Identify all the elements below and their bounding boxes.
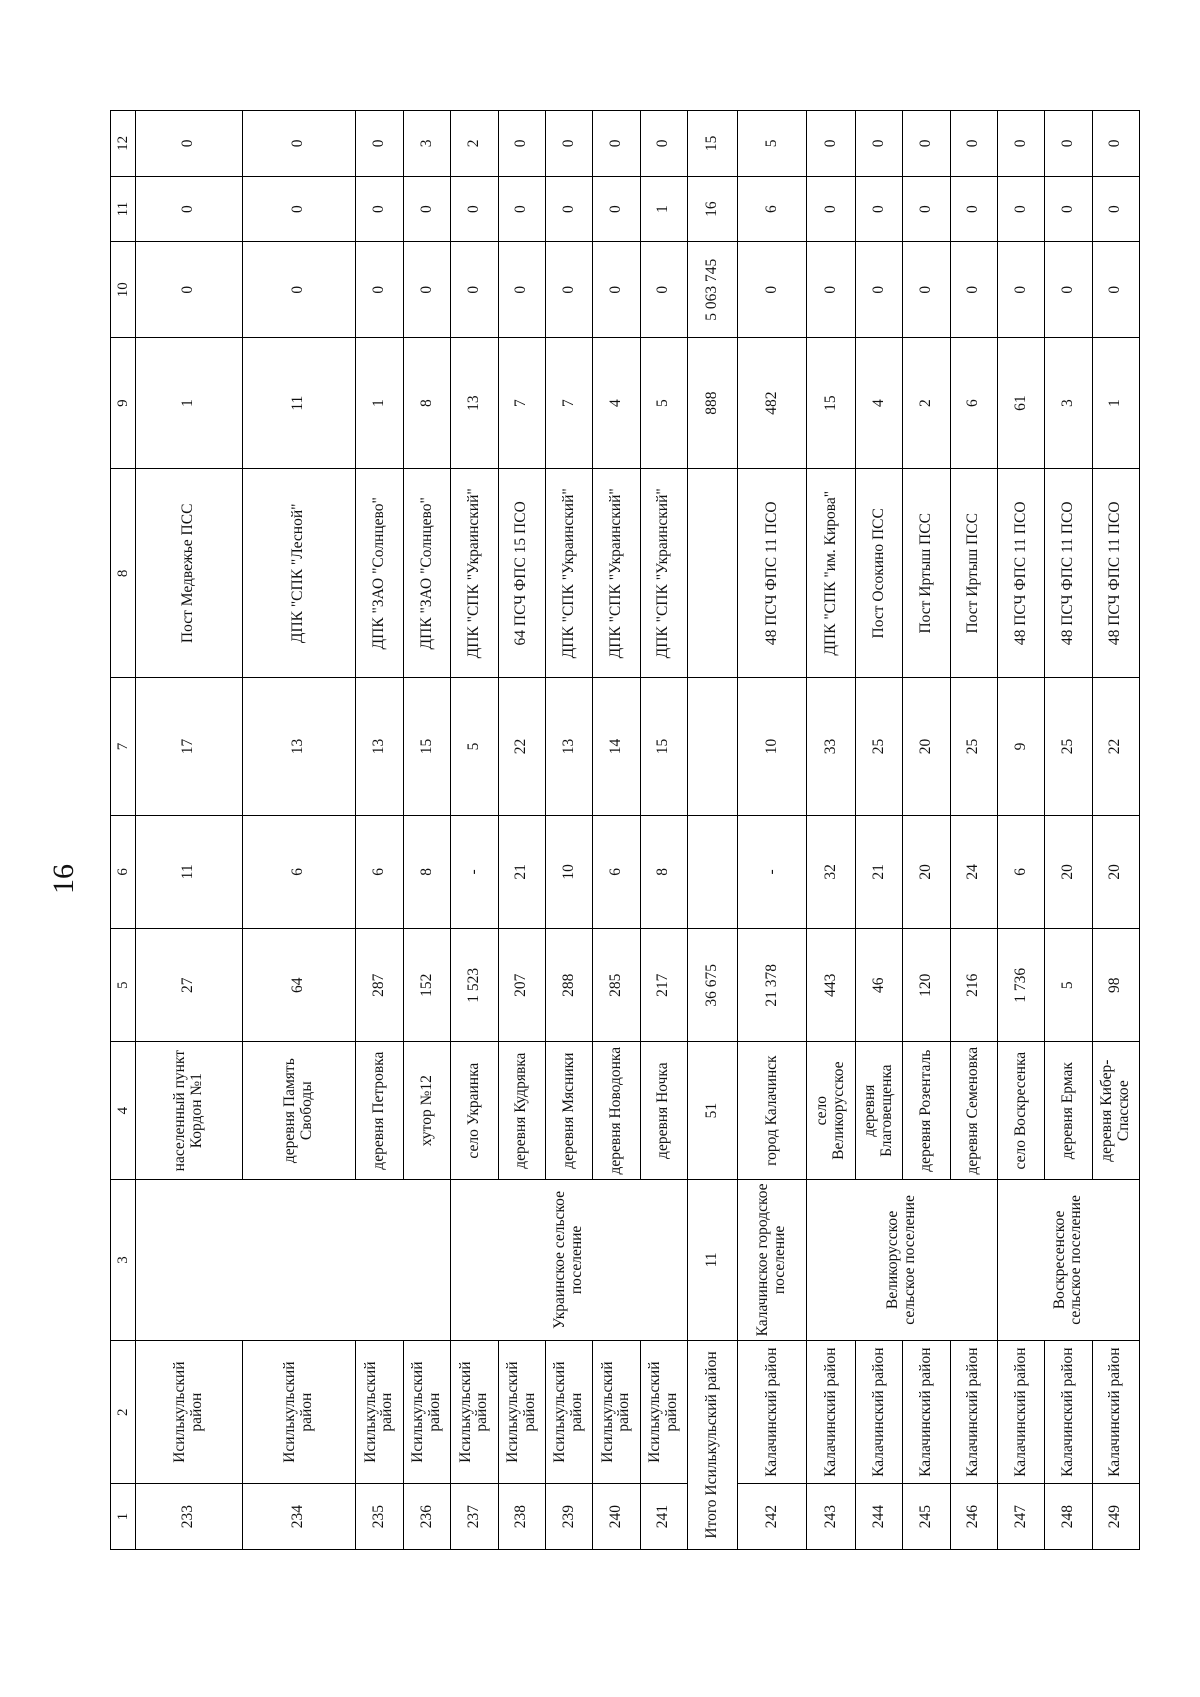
col12-cell: 0 <box>242 111 355 177</box>
settlement-cell: населенный пункт Кордон №1 <box>135 1042 242 1179</box>
row-number: 234 <box>242 1484 355 1550</box>
unit-cell: 48 ПСЧ ФПС 11 ПСО <box>1092 469 1139 678</box>
col10-cell: 0 <box>640 242 687 338</box>
col12-cell: 2 <box>451 111 498 177</box>
district-cell: Калачинский район <box>1045 1341 1092 1484</box>
population-cell: 1 523 <box>451 929 498 1042</box>
district-cell: Исилькульский район <box>242 1341 355 1484</box>
col10-cell: 0 <box>242 242 355 338</box>
col11-cell: 0 <box>807 176 855 242</box>
col11-cell: 0 <box>498 176 545 242</box>
col12-cell: 0 <box>807 111 855 177</box>
col10-cell: 0 <box>737 242 807 338</box>
unit-cell: 48 ПСЧ ФПС 11 ПСО <box>997 469 1044 678</box>
total-col4: 51 <box>687 1042 737 1179</box>
unit-cell: ДПК "ЗАО "Солнцево" <box>355 469 403 678</box>
col7-cell: 25 <box>950 678 997 815</box>
row-number: 246 <box>950 1484 997 1550</box>
population-cell: 285 <box>593 929 640 1042</box>
col11-cell: 0 <box>355 176 403 242</box>
table-row <box>807 111 855 1550</box>
col12-cell: 0 <box>855 111 902 177</box>
row-number: 242 <box>737 1484 807 1550</box>
municipality-cell: Воскресенское сельское поселение <box>997 1179 1139 1340</box>
district-cell: Исилькульский район <box>498 1341 545 1484</box>
settlement-cell: село Великорусское <box>807 1042 855 1179</box>
unit-cell: ДПК "СПК "Украинский" <box>545 469 592 678</box>
col9-cell: 7 <box>545 337 592 468</box>
col10-cell: 0 <box>997 242 1044 338</box>
col7-cell: 13 <box>242 678 355 815</box>
unit-cell: ДПК "СПК "Украинский" <box>451 469 498 678</box>
population-cell: 98 <box>1092 929 1139 1042</box>
settlement-cell: город Калачинск <box>737 1042 807 1179</box>
col11-cell: 0 <box>1045 176 1092 242</box>
district-cell: Калачинский район <box>903 1341 950 1484</box>
col9-cell: 1 <box>1092 337 1139 468</box>
district-cell: Калачинский район <box>807 1341 855 1484</box>
col7-cell: 13 <box>355 678 403 815</box>
col11-cell: 0 <box>135 176 242 242</box>
column-number-row <box>111 111 136 1550</box>
col7-cell: 17 <box>135 678 242 815</box>
settlement-cell: село Украинка <box>451 1042 498 1179</box>
unit-cell: Пост Осокино ПСС <box>855 469 902 678</box>
col12-cell: 0 <box>903 111 950 177</box>
col11-cell: 0 <box>242 176 355 242</box>
row-number: 244 <box>855 1484 902 1550</box>
row-number: 236 <box>404 1484 451 1550</box>
col6-cell: 10 <box>545 815 592 928</box>
col12-cell: 0 <box>135 111 242 177</box>
district-cell: Исилькульский район <box>593 1341 640 1484</box>
settlement-cell: деревня Кудрявка <box>498 1042 545 1179</box>
row-number: 239 <box>545 1484 592 1550</box>
col6-cell: 6 <box>593 815 640 928</box>
row-number: 235 <box>355 1484 403 1550</box>
col12-cell: 0 <box>1045 111 1092 177</box>
unit-cell: 48 ПСЧ ФПС 11 ПСО <box>737 469 807 678</box>
row-number: 243 <box>807 1484 855 1550</box>
header-cell: 1 <box>111 1484 136 1550</box>
page-number: 16 <box>47 864 80 894</box>
col12-cell: 5 <box>737 111 807 177</box>
municipality-cell: Украинское сельское поселение <box>451 1179 688 1340</box>
col10-cell: 0 <box>451 242 498 338</box>
col6-cell: 20 <box>1045 815 1092 928</box>
municipality-cell <box>135 1179 451 1340</box>
col6-cell: 20 <box>1092 815 1139 928</box>
district-cell: Исилькульский район <box>135 1341 242 1484</box>
col9-cell: 11 <box>242 337 355 468</box>
col6-cell: - <box>737 815 807 928</box>
row-number: 247 <box>997 1484 1044 1550</box>
col7-cell: 9 <box>997 678 1044 815</box>
population-cell: 46 <box>855 929 902 1042</box>
col9-cell: 1 <box>135 337 242 468</box>
unit-cell: ДПК "СПК "Украинский" <box>640 469 687 678</box>
header-cell: 7 <box>111 678 136 815</box>
col11-cell: 0 <box>545 176 592 242</box>
col7-cell: 15 <box>640 678 687 815</box>
row-number: 248 <box>1045 1484 1092 1550</box>
municipality-cell: Великорусское сельское поселение <box>807 1179 997 1340</box>
settlement-cell: деревня Благовещенка <box>855 1042 902 1179</box>
population-cell: 443 <box>807 929 855 1042</box>
total-col6 <box>687 815 737 928</box>
district-cell: Исилькульский район <box>545 1341 592 1484</box>
col10-cell: 0 <box>950 242 997 338</box>
row-number: 238 <box>498 1484 545 1550</box>
total-col8 <box>687 469 737 678</box>
header-cell: 9 <box>111 337 136 468</box>
total-col9: 888 <box>687 337 737 468</box>
col10-cell: 0 <box>404 242 451 338</box>
settlement-cell: деревня Семеновка <box>950 1042 997 1179</box>
col10-cell: 0 <box>135 242 242 338</box>
settlement-cell: деревня Новодонка <box>593 1042 640 1179</box>
col6-cell: 6 <box>355 815 403 928</box>
col9-cell: 8 <box>404 337 451 468</box>
col10-cell: 0 <box>498 242 545 338</box>
settlement-cell: деревня Петровка <box>355 1042 403 1179</box>
district-cell: Исилькульский район <box>640 1341 687 1484</box>
total-label: Итого Исилькульский район <box>687 1341 737 1550</box>
col10-cell: 0 <box>1045 242 1092 338</box>
header-cell: 6 <box>111 815 136 928</box>
col7-cell: 20 <box>903 678 950 815</box>
district-cell: Исилькульский район <box>451 1341 498 1484</box>
unit-cell: ДПК "СПК "Лесной" <box>242 469 355 678</box>
col10-cell: 0 <box>545 242 592 338</box>
col12-cell: 0 <box>355 111 403 177</box>
settlement-cell: деревня Ермак <box>1045 1042 1092 1179</box>
col9-cell: 61 <box>997 337 1044 468</box>
row-number: 245 <box>903 1484 950 1550</box>
col11-cell: 0 <box>950 176 997 242</box>
col6-cell: 21 <box>855 815 902 928</box>
population-cell: 21 378 <box>737 929 807 1042</box>
unit-cell: ДПК "СПК "им. Кирова" <box>807 469 855 678</box>
unit-cell: ДПК "СПК "Украинский" <box>593 469 640 678</box>
col7-cell: 5 <box>451 678 498 815</box>
header-cell: 8 <box>111 469 136 678</box>
row-number: 233 <box>135 1484 242 1550</box>
total-col12: 15 <box>687 111 737 177</box>
col6-cell: 11 <box>135 815 242 928</box>
header-cell: 12 <box>111 111 136 177</box>
col11-cell: 0 <box>997 176 1044 242</box>
col12-cell: 0 <box>997 111 1044 177</box>
col11-cell: 0 <box>451 176 498 242</box>
header-cell: 2 <box>111 1341 136 1484</box>
row-number: 241 <box>640 1484 687 1550</box>
population-cell: 288 <box>545 929 592 1042</box>
total-col10: 5 063 745 <box>687 242 737 338</box>
col10-cell: 0 <box>1092 242 1139 338</box>
table-wrapper <box>110 110 1140 1550</box>
col10-cell: 0 <box>807 242 855 338</box>
header-cell: 10 <box>111 242 136 338</box>
col9-cell: 13 <box>451 337 498 468</box>
unit-cell: Пост Иртыш ПСС <box>950 469 997 678</box>
col10-cell: 0 <box>903 242 950 338</box>
col11-cell: 0 <box>903 176 950 242</box>
col10-cell: 0 <box>593 242 640 338</box>
col6-cell: 20 <box>903 815 950 928</box>
col7-cell: 15 <box>404 678 451 815</box>
col11-cell: 0 <box>1092 176 1139 242</box>
col6-cell: 6 <box>242 815 355 928</box>
population-cell: 216 <box>950 929 997 1042</box>
unit-cell: 64 ПСЧ ФПС 15 ПСО <box>498 469 545 678</box>
table-row <box>451 111 498 1550</box>
population-cell: 120 <box>903 929 950 1042</box>
col12-cell: 0 <box>1092 111 1139 177</box>
population-cell: 207 <box>498 929 545 1042</box>
settlement-cell: деревня Память Свободы <box>242 1042 355 1179</box>
col7-cell: 22 <box>1092 678 1139 815</box>
population-cell: 5 <box>1045 929 1092 1042</box>
col7-cell: 22 <box>498 678 545 815</box>
col11-cell: 6 <box>737 176 807 242</box>
col9-cell: 5 <box>640 337 687 468</box>
district-cell: Калачинский район <box>855 1341 902 1484</box>
col7-cell: 13 <box>545 678 592 815</box>
row-number: 249 <box>1092 1484 1139 1550</box>
row-number: 240 <box>593 1484 640 1550</box>
col7-cell: 25 <box>855 678 902 815</box>
col6-cell: 8 <box>640 815 687 928</box>
settlement-cell: село Воскресенка <box>997 1042 1044 1179</box>
col9-cell: 1 <box>355 337 403 468</box>
total-population: 36 675 <box>687 929 737 1042</box>
settlement-cell: деревня Ночка <box>640 1042 687 1179</box>
col12-cell: 3 <box>404 111 451 177</box>
col6-cell: - <box>451 815 498 928</box>
header-cell: 5 <box>111 929 136 1042</box>
population-cell: 152 <box>404 929 451 1042</box>
col11-cell: 0 <box>855 176 902 242</box>
col9-cell: 15 <box>807 337 855 468</box>
col9-cell: 4 <box>593 337 640 468</box>
district-cell: Калачинский район <box>737 1341 807 1484</box>
district-cell: Калачинский район <box>997 1341 1044 1484</box>
unit-cell: 48 ПСЧ ФПС 11 ПСО <box>1045 469 1092 678</box>
col11-cell: 0 <box>404 176 451 242</box>
col9-cell: 2 <box>903 337 950 468</box>
col6-cell: 24 <box>950 815 997 928</box>
total-col7 <box>687 678 737 815</box>
unit-cell: Пост Иртыш ПСС <box>903 469 950 678</box>
table-row <box>135 111 242 1550</box>
col7-cell: 25 <box>1045 678 1092 815</box>
district-cell: Калачинский район <box>950 1341 997 1484</box>
settlement-cell: деревня Мясники <box>545 1042 592 1179</box>
col9-cell: 3 <box>1045 337 1092 468</box>
settlement-cell: хутор №12 <box>404 1042 451 1179</box>
col9-cell: 7 <box>498 337 545 468</box>
col6-cell: 8 <box>404 815 451 928</box>
header-cell: 3 <box>111 1179 136 1340</box>
col7-cell: 14 <box>593 678 640 815</box>
population-cell: 1 736 <box>997 929 1044 1042</box>
header-cell: 4 <box>111 1042 136 1179</box>
municipality-cell: Калачинское городское поселение <box>737 1179 807 1340</box>
settlement-cell: деревня Розенталь <box>903 1042 950 1179</box>
col12-cell: 0 <box>950 111 997 177</box>
col10-cell: 0 <box>855 242 902 338</box>
district-cell: Исилькульский район <box>355 1341 403 1484</box>
settlements-table <box>110 110 1140 1550</box>
col6-cell: 32 <box>807 815 855 928</box>
col6-cell: 21 <box>498 815 545 928</box>
col9-cell: 4 <box>855 337 902 468</box>
total-col11: 16 <box>687 176 737 242</box>
col11-cell: 1 <box>640 176 687 242</box>
district-cell: Калачинский район <box>1092 1341 1139 1484</box>
total-col3: 11 <box>687 1179 737 1340</box>
settlement-cell: деревня Кибер-Спасское <box>1092 1042 1139 1179</box>
table-row <box>997 111 1044 1550</box>
header-cell: 11 <box>111 176 136 242</box>
table-rotator <box>110 110 1140 1550</box>
population-cell: 287 <box>355 929 403 1042</box>
unit-cell: Пост Медвежье ПСС <box>135 469 242 678</box>
population-cell: 217 <box>640 929 687 1042</box>
population-cell: 27 <box>135 929 242 1042</box>
row-number: 237 <box>451 1484 498 1550</box>
col10-cell: 0 <box>355 242 403 338</box>
col12-cell: 0 <box>498 111 545 177</box>
population-cell: 64 <box>242 929 355 1042</box>
col7-cell: 10 <box>737 678 807 815</box>
col12-cell: 0 <box>640 111 687 177</box>
col12-cell: 0 <box>593 111 640 177</box>
unit-cell: ДПК "ЗАО "Солнцево" <box>404 469 451 678</box>
col9-cell: 6 <box>950 337 997 468</box>
col6-cell: 6 <box>997 815 1044 928</box>
total-row <box>687 111 737 1550</box>
district-cell: Исилькульский район <box>404 1341 451 1484</box>
col7-cell: 33 <box>807 678 855 815</box>
col9-cell: 482 <box>737 337 807 468</box>
col12-cell: 0 <box>545 111 592 177</box>
col11-cell: 0 <box>593 176 640 242</box>
table-row <box>737 111 807 1550</box>
